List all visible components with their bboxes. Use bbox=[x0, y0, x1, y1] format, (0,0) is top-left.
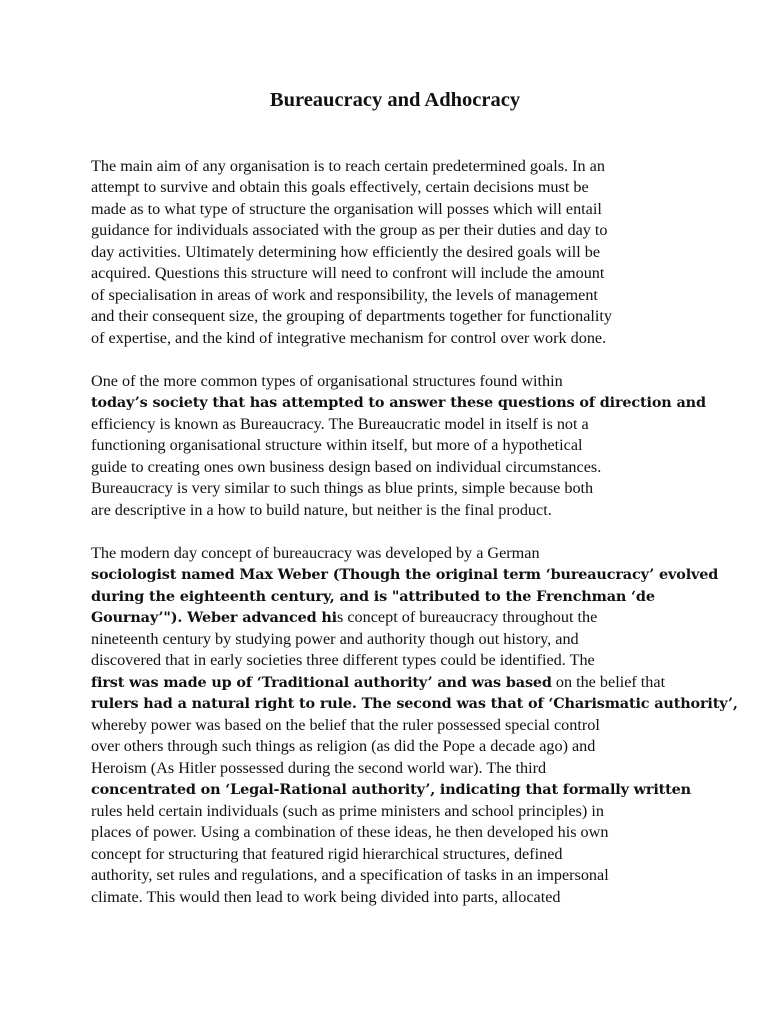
text-run: The main aim of any organisation is to reach certain predetermined goals. In an bbox=[91, 156, 605, 175]
text-line bbox=[91, 607, 694, 629]
text-line bbox=[91, 414, 694, 436]
text-line bbox=[91, 177, 694, 199]
bold-text-run: Gournay’"). Weber advanced hi bbox=[91, 609, 338, 627]
text-line bbox=[91, 371, 694, 393]
text-run: functioning organisational structure within itself, but more of a hypothetical bbox=[91, 436, 583, 455]
text-line bbox=[91, 220, 694, 242]
bold-text-run: first was made up of ‘Traditional authority’ and was based bbox=[91, 673, 552, 691]
text-line bbox=[91, 156, 694, 178]
document-title: Bureaucracy and Adhocracy bbox=[269, 89, 521, 111]
text-run: made as to what type of structure the organisation will posses which will entail bbox=[91, 199, 602, 218]
text-line bbox=[91, 672, 694, 694]
text-run: One of the more common types of organisational structures found within bbox=[91, 371, 563, 390]
text-run: guide to creating ones own business design based on individual circumstances. bbox=[91, 457, 602, 476]
text-line bbox=[91, 801, 694, 823]
paragraph bbox=[91, 543, 738, 909]
text-line bbox=[91, 865, 694, 887]
text-line bbox=[91, 306, 694, 328]
text-run: places of power. Using a combination of these ideas, he then developed his own bbox=[91, 823, 609, 842]
bold-text-run: concentrated on ‘Legal-Rational authority’, indicating that formally written bbox=[91, 781, 691, 799]
text-run: on the belief that bbox=[551, 672, 666, 691]
text-run: The modern day concept of bureaucracy was developed by a German bbox=[91, 543, 540, 562]
text-line bbox=[91, 242, 694, 264]
text-run: s concept of bureaucracy throughout the bbox=[337, 608, 598, 627]
text-line bbox=[91, 779, 694, 801]
text-run: attempt to survive and obtain this goals effectively, certain decisions must be bbox=[91, 178, 589, 197]
text-line bbox=[91, 736, 694, 758]
text-line bbox=[91, 285, 694, 307]
text-line bbox=[91, 328, 694, 350]
bold-text-run: rulers had a natural right to rule. The second was that of ‘Charismatic authority’, bbox=[91, 695, 738, 713]
text-run: Heroism (As Hitler possessed during the second world war). The third bbox=[91, 758, 547, 777]
text-line bbox=[91, 457, 694, 479]
document-body bbox=[91, 156, 738, 909]
text-run: day activities. Ultimately determining how efficiently the desired goals will be bbox=[91, 242, 601, 261]
paragraph bbox=[91, 156, 694, 350]
text-run: nineteenth century by studying power and authority though out history, and bbox=[91, 629, 579, 648]
text-run: authority, set rules and regulations, and a specification of tasks in an impersonal bbox=[91, 866, 609, 885]
text-line bbox=[91, 822, 694, 844]
text-run: discovered that in early societies three different types could be identified. The bbox=[91, 651, 595, 670]
text-run: over others through such things as religion (as did the Pope a decade ago) and bbox=[91, 737, 596, 756]
text-run: concept for structuring that featured rigid hierarchical structures, defined bbox=[91, 844, 563, 863]
text-line bbox=[91, 629, 694, 651]
text-run: are descriptive in a how to build nature, but neither is the final product. bbox=[91, 500, 552, 519]
text-line bbox=[91, 887, 694, 909]
text-run: and their consequent size, the grouping of departments together for functionality bbox=[91, 307, 612, 326]
text-line bbox=[91, 435, 694, 457]
text-run: of specialisation in areas of work and responsibility, the levels of management bbox=[91, 285, 598, 304]
text-line bbox=[91, 844, 694, 866]
bold-text-run: sociologist named Max Weber (Though the original term ‘bureaucracy’ evolved bbox=[91, 566, 719, 584]
text-line bbox=[91, 500, 694, 522]
text-line bbox=[91, 263, 694, 285]
text-line bbox=[91, 758, 694, 780]
text-line bbox=[91, 564, 719, 586]
paragraph bbox=[91, 371, 706, 522]
bold-text-run: during the eighteenth century, and is "attributed to the Frenchman ‘de bbox=[91, 587, 655, 605]
text-line bbox=[91, 543, 694, 565]
text-line bbox=[91, 650, 694, 672]
text-line bbox=[91, 199, 694, 221]
text-run: rules held certain individuals (such as prime ministers and school principles) in bbox=[91, 801, 604, 820]
text-line bbox=[91, 693, 738, 715]
text-run: guidance for individuals associated with the group as per their duties and day to bbox=[91, 221, 608, 240]
text-run: of expertise, and the kind of integrative mechanism for control over work done. bbox=[91, 328, 607, 347]
bold-text-run: today’s society that has attempted to answer these questions of direction and bbox=[91, 394, 706, 412]
text-run: Bureaucracy is very similar to such things as blue prints, simple because both bbox=[91, 479, 594, 498]
text-run: efficiency is known as Bureaucracy. The Bureaucratic model in itself is not a bbox=[91, 414, 589, 433]
text-run: climate. This would then lead to work being divided into parts, allocated bbox=[91, 887, 561, 906]
text-line bbox=[91, 478, 694, 500]
text-run: acquired. Questions this structure will need to confront will include the amount bbox=[91, 264, 605, 283]
text-run: whereby power was based on the belief that the ruler possessed special control bbox=[91, 715, 600, 734]
text-line bbox=[91, 392, 706, 414]
text-line bbox=[91, 715, 694, 737]
text-line bbox=[91, 586, 694, 608]
